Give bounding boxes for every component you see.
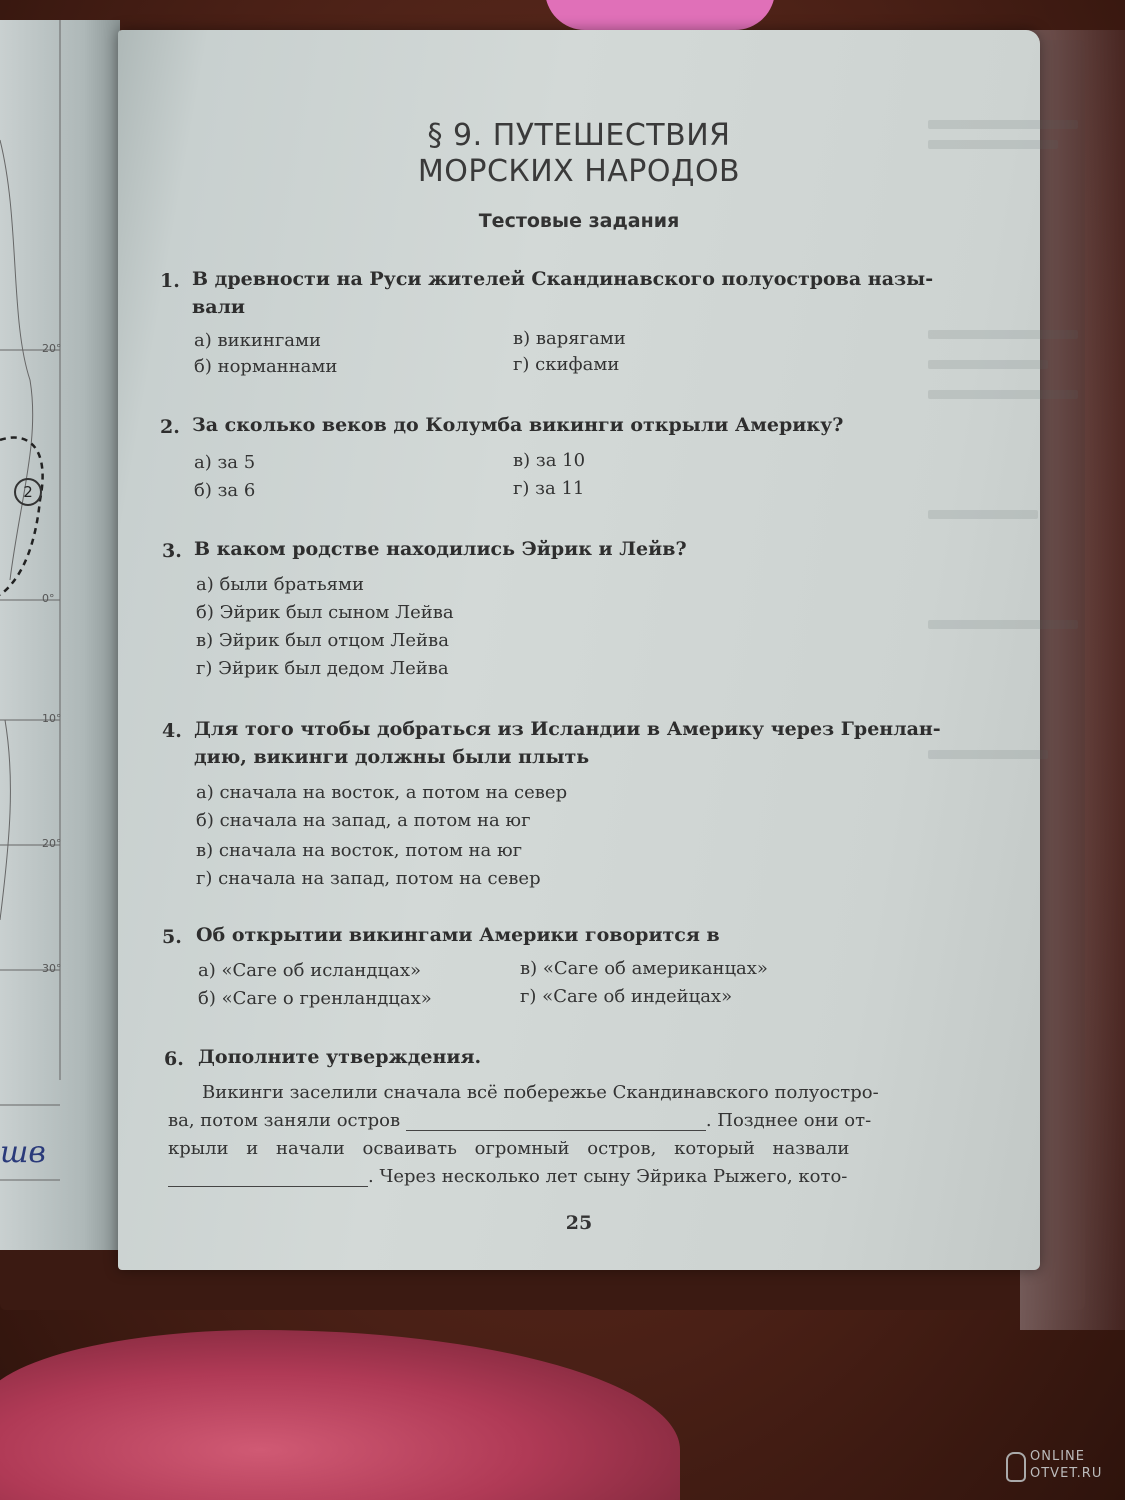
answer-option: г) Эйрик был дедом Лейва — [196, 658, 449, 679]
watermark-line: OTVET.RU — [1030, 1466, 1103, 1481]
question-number: 4. — [162, 720, 182, 742]
paragraph-line: крыли и начали осваивать огромный остров, который назвали — [168, 1138, 850, 1159]
map-latitude-label: 20° — [42, 837, 62, 850]
answer-option: в) за 10 — [513, 450, 586, 471]
paragraph-text: . Через несколько лет сыну Эйрика Рыжего, кото- — [368, 1166, 848, 1187]
paragraph-line: Викинги заселили сначала всё побережье Скандинавского полуостро- — [202, 1082, 879, 1103]
question-number: 3. — [162, 540, 182, 562]
question-text: Дополните утверждения. — [198, 1046, 482, 1068]
answer-option: в) сначала на восток, потом на юг — [196, 840, 523, 861]
answer-option: б) «Саге о гренландцах» — [198, 988, 432, 1009]
answer-option: г) сначала на запад, потом на север — [196, 868, 541, 889]
map-latitude-label: 20° — [42, 342, 62, 355]
answer-option: в) Эйрик был отцом Лейва — [196, 630, 449, 651]
paragraph-text: ва, потом заняли остров — [168, 1110, 401, 1131]
workbook-page — [118, 30, 1040, 1270]
answer-option: а) викингами — [194, 330, 322, 351]
question-text: Об открытии викингами Америки говорится в — [196, 924, 720, 946]
watermark-line: ONLINE — [1030, 1449, 1085, 1464]
question-number: 6. — [164, 1048, 184, 1070]
section-title-line2: МОРСКИХ НАРОДОВ — [417, 154, 741, 189]
question-number: 1. — [160, 270, 180, 292]
question-text: За сколько веков до Колумба викинги открыли Америку? — [192, 414, 844, 436]
fill-in-blank[interactable] — [168, 1186, 368, 1187]
answer-option: г) скифами — [513, 354, 620, 375]
watermark — [1030, 1448, 1102, 1482]
paragraph-line — [168, 1110, 871, 1131]
map-latitude-label: 0° — [42, 592, 55, 605]
answer-option: б) Эйрик был сыном Лейва — [196, 602, 454, 623]
question-number: 5. — [162, 926, 182, 948]
map-latitude-label: 10° — [42, 712, 62, 725]
map-circle-marker: 2 — [14, 478, 42, 506]
question-text: В древности на Руси жителей Скандинавского полуострова назы- — [192, 268, 934, 290]
answer-option: г) «Саге об индейцах» — [520, 986, 733, 1007]
answer-option: в) «Саге об американцах» — [520, 958, 768, 979]
answer-option: б) норманнами — [194, 356, 338, 377]
question-text: вали — [192, 296, 246, 318]
section-title-line1: § 9. ПУТЕШЕСТВИЯ — [427, 118, 731, 153]
question-number: 2. — [160, 416, 180, 438]
answer-option: б) за 6 — [194, 480, 256, 501]
paragraph-line — [168, 1166, 847, 1187]
question-text: В каком родстве находились Эйрик и Лейв? — [194, 538, 687, 560]
section-subtitle: Тестовые задания — [478, 210, 680, 232]
paragraph-text: . Позднее они от- — [705, 1110, 872, 1131]
lightbulb-icon — [1006, 1452, 1026, 1482]
question-text: дию, викинги должны были плыть — [194, 746, 590, 768]
page-number: 25 — [565, 1212, 593, 1234]
map-latitude-label: 30° — [42, 962, 62, 975]
pink-bookmark — [545, 0, 775, 30]
question-text: Для того чтобы добраться из Исландии в Америку через Гренлан- — [194, 718, 941, 740]
fill-in-blank[interactable] — [406, 1130, 706, 1131]
answer-option: г) за 11 — [513, 478, 585, 499]
answer-option: в) варягами — [513, 328, 626, 349]
answer-option: а) были братьями — [196, 574, 364, 595]
answer-option: а) за 5 — [194, 452, 256, 473]
map-lines — [0, 20, 120, 1250]
answer-option: а) сначала на восток, а потом на север — [196, 782, 568, 803]
handwritten-note: шв — [0, 1135, 46, 1170]
answer-option: б) сначала на запад, а потом на юг — [196, 810, 531, 831]
left-page — [0, 20, 120, 1250]
answer-option: а) «Саге об исландцах» — [198, 960, 421, 981]
